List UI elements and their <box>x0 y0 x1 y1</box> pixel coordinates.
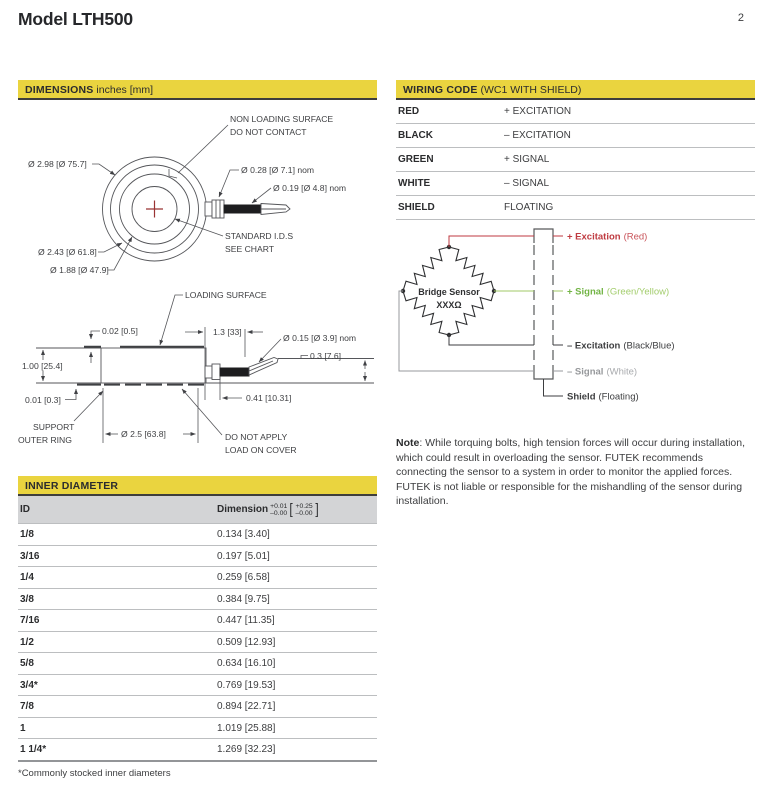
inner-diameter-header-title: INNER DIAMETER <box>25 480 119 492</box>
label-signal-neg: – Signal (White) <box>567 366 638 378</box>
bridge-sensor-label: Bridge Sensor <box>418 287 480 297</box>
table-row: 7/8 0.894 [22.71] <box>18 696 377 718</box>
table-row: 3/4* 0.769 [19.53] <box>18 674 377 696</box>
table-row: 1/4 0.259 [6.58] <box>18 567 377 589</box>
page-number: 2 <box>737 12 744 24</box>
note-body: : While torquing bolts, high tension forces will occur during installation, which could result in overloading the sensor. FUTEK recommends connecting the sensor to a system in order to monitor the applied forces. FUTEK is not liable or responsible for the mishandling of the sensor during installation. <box>396 437 746 508</box>
bridge-ohms-label: XXXΩ <box>436 300 462 310</box>
table-header-row <box>18 496 377 524</box>
side-view-drawing <box>18 285 377 460</box>
cable-connector-side <box>205 358 278 380</box>
bridge-resistor <box>449 291 494 335</box>
wiring-code-header-bar <box>396 80 755 100</box>
dim-label-cable-dia-side: Ø 0.15 [Ø 3.9] nom <box>283 333 357 343</box>
wiring-code-header-title: WIRING CODE <box>403 84 478 96</box>
label-no-load-1: DO NOT APPLY <box>225 432 288 442</box>
label-non-loading-2: DO NOT CONTACT <box>230 127 307 137</box>
table-row: 3/16 0.197 [5.01] <box>18 545 377 567</box>
table-row: BLACK – EXCITATION <box>396 124 755 148</box>
wiring-code-table <box>396 100 755 220</box>
dimensions-header-title: DIMENSIONS <box>25 84 94 96</box>
table-row: 1 1.019 [25.88] <box>18 717 377 739</box>
table-row: 7/16 0.447 [11.35] <box>18 610 377 632</box>
cable-connector <box>205 200 290 218</box>
dim-label-height: 1.00 [25.4] <box>22 361 63 371</box>
wiring-code-header-variant: (WC1 WITH SHIELD) <box>477 84 582 96</box>
dimensions-header-bar <box>18 80 377 100</box>
dim-label-cable-dia: Ø 0.19 [Ø 4.8] nom <box>273 183 347 193</box>
label-standard-ids-2: SEE CHART <box>225 244 275 254</box>
label-loading-surface: LOADING SURFACE <box>185 290 267 300</box>
inner-diameter-footnote: *Commonly stocked inner diameters <box>18 767 171 779</box>
dim-label-cover-dia: Ø 2.5 [63.8] <box>121 429 166 439</box>
wiring-diagram <box>396 220 755 410</box>
dim-label-mid-dia: Ø 2.43 [Ø 61.8] <box>38 247 97 257</box>
dim-label-step: 0.02 [0.5] <box>102 326 138 336</box>
note-label: Note <box>396 437 420 449</box>
excitation-pos-wire <box>449 236 534 247</box>
table-row: 5/8 0.634 [16.10] <box>18 653 377 675</box>
label-excitation-pos: + Excitation (Red) <box>567 231 648 243</box>
signal-neg-wire <box>399 291 534 371</box>
dim-label-connector-len: 0.41 [10.31] <box>246 393 292 403</box>
label-signal-pos: + Signal (Green/Yellow) <box>567 286 670 298</box>
inner-diameter-header-bar <box>18 476 377 496</box>
dim-label-connector-dia: Ø 0.28 [Ø 7.1] nom <box>241 165 315 175</box>
table-row: 3/8 0.384 [9.75] <box>18 588 377 610</box>
body-outline <box>101 348 206 383</box>
wiring-column <box>396 80 755 519</box>
dim-label-gap: 0.01 [0.3] <box>25 395 61 405</box>
col-header-id: ID <box>18 496 215 524</box>
top-view-drawing <box>18 101 377 281</box>
shield-wire <box>544 379 564 396</box>
dim-label-cable-len: 1.3 [33] <box>213 327 242 337</box>
label-excitation-neg: – Excitation (Black/Blue) <box>567 340 675 352</box>
table-row: GREEN + SIGNAL <box>396 148 755 172</box>
table-row: 1 1/4* 1.269 [32.23] <box>18 739 377 761</box>
dim-label-inner-dia: Ø 1.88 [Ø 47.9] <box>50 265 109 275</box>
cable-bar <box>534 229 553 379</box>
label-support-1: SUPPORT <box>33 422 75 432</box>
installation-note <box>396 436 755 509</box>
label-shield: Shield (Floating) <box>567 391 639 403</box>
table-row: WHITE – SIGNAL <box>396 172 755 196</box>
label-standard-ids-1: STANDARD I.D.S <box>225 231 294 241</box>
label-non-loading-1: NON LOADING SURFACE <box>230 114 334 124</box>
inner-diameter-table <box>18 496 377 762</box>
label-support-2: OUTER RING <box>18 435 72 445</box>
table-row: SHIELD FLOATING <box>396 196 755 220</box>
dim-label-outer-dia: Ø 2.98 [Ø 75.7] <box>28 159 87 169</box>
bridge-resistor <box>403 247 449 291</box>
page-title: Model LTH500 <box>18 9 133 29</box>
table-row: RED + EXCITATION <box>396 100 755 124</box>
excitation-neg-wire <box>449 335 534 345</box>
dimensions-header-units: inches [mm] <box>93 84 154 96</box>
dim-label-cable-height: 0.3 [7.6] <box>310 351 342 361</box>
table-row: 1/2 0.509 [12.93] <box>18 631 377 653</box>
table-row: 1/8 0.134 [3.40] <box>18 524 377 546</box>
bridge-resistor <box>449 247 494 291</box>
dimensions-column <box>18 80 377 779</box>
bridge-resistor <box>403 291 449 335</box>
label-no-load-2: LOAD ON COVER <box>225 445 297 455</box>
col-header-dimension: Dimension +0.01 –0.00 [ +0.25 –0.00 ] <box>215 496 377 524</box>
